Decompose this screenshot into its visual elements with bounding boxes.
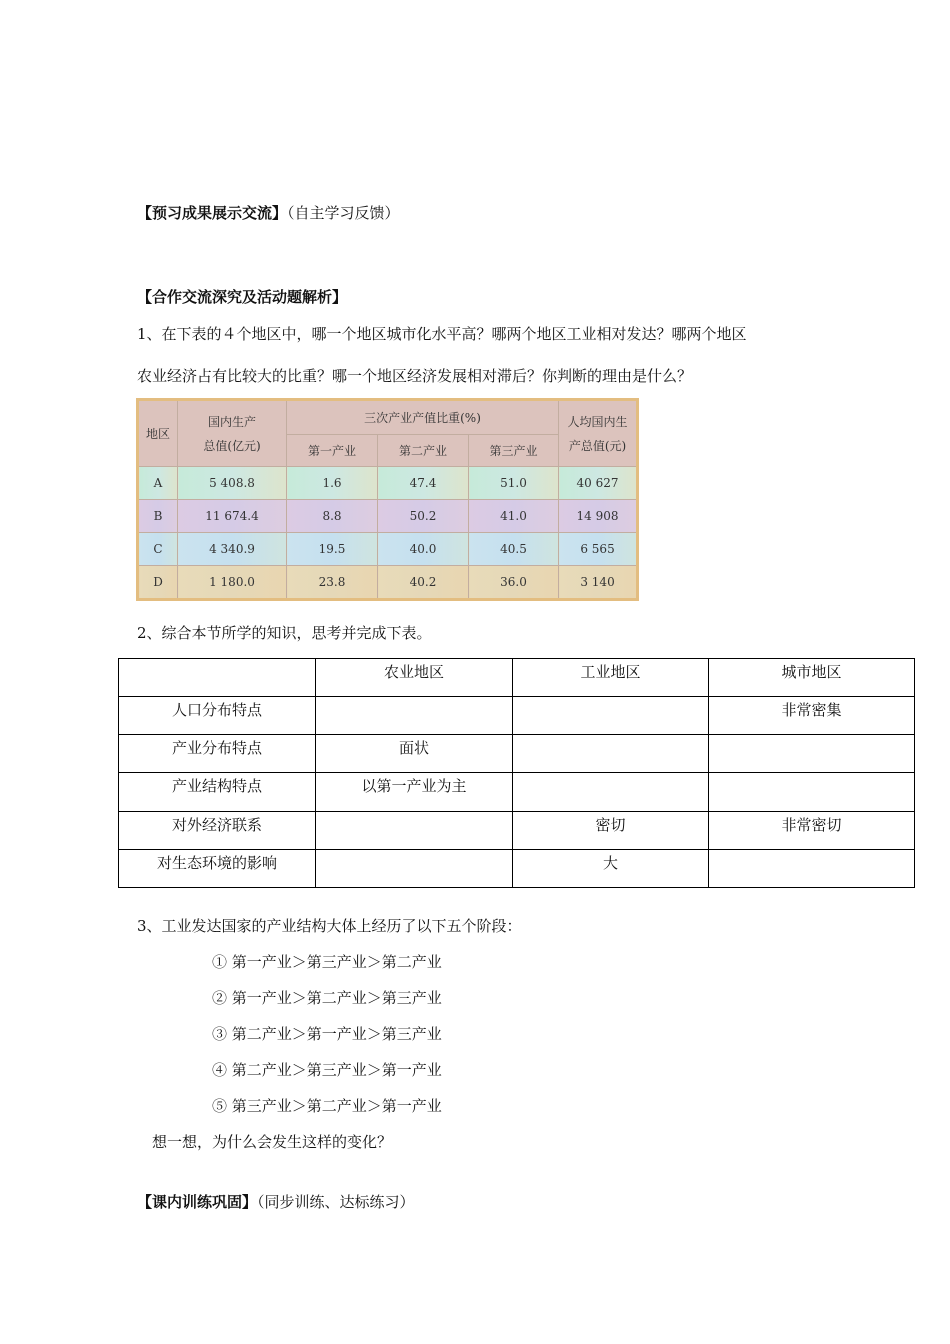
header-per-capita-line2: 产总值(元) <box>568 438 627 453</box>
header-industrial: 工业地区 <box>513 659 709 697</box>
cell-agricultural[interactable]: 以第一产业为主 <box>316 773 513 811</box>
header-agricultural: 农业地区 <box>316 659 513 697</box>
table-row <box>138 467 638 500</box>
section-training-title: 【课内训练巩固】 <box>137 1193 258 1211</box>
question1-line1: 1、在下表的４个地区中，哪一个地区城市化水平高？哪两个地区工业相对发达？哪两个地区 <box>137 325 747 343</box>
table-header-row <box>119 659 915 697</box>
stage-item: ③ 第二产业＞第一产业＞第三产业 <box>212 1025 442 1043</box>
header-region: 地区 <box>138 400 178 467</box>
table-row <box>119 849 915 887</box>
cell-primary: 23.8 <box>287 566 378 600</box>
stage-item: ① 第一产业＞第三产业＞第二产业 <box>212 953 442 971</box>
cell-gdp: 4 340.9 <box>178 533 287 566</box>
cell-urban[interactable]: 非常密切 <box>709 811 915 849</box>
cell-agricultural[interactable] <box>316 811 513 849</box>
header-empty <box>119 659 316 697</box>
cell-agricultural[interactable] <box>316 849 513 887</box>
cell-gdp: 1 180.0 <box>178 566 287 600</box>
row-label: 对生态环境的影响 <box>119 849 316 887</box>
stage-item: ⑤ 第三产业＞第二产业＞第一产业 <box>212 1097 442 1115</box>
header-per-capita <box>559 400 638 467</box>
cell-urban[interactable] <box>709 849 915 887</box>
cell-primary: 8.8 <box>287 500 378 533</box>
cell-region: D <box>138 566 178 600</box>
table-row <box>138 533 638 566</box>
cell-industrial[interactable]: 大 <box>513 849 709 887</box>
header-secondary: 第二产业 <box>378 435 469 467</box>
header-tertiary: 第三产业 <box>469 435 559 467</box>
cell-agricultural[interactable] <box>316 697 513 735</box>
table-row <box>119 697 915 735</box>
section-training-heading <box>137 1192 415 1212</box>
row-label: 产业分布特点 <box>119 735 316 773</box>
question2-text: 2、综合本节所学的知识，思考并完成下表。 <box>137 624 432 642</box>
cell-industrial[interactable] <box>513 773 709 811</box>
stage-item: ② 第一产业＞第二产业＞第三产业 <box>212 989 442 1007</box>
cell-tertiary: 41.0 <box>469 500 559 533</box>
table-row <box>138 566 638 600</box>
stage-item: ④ 第二产业＞第三产业＞第一产业 <box>212 1061 442 1079</box>
cell-primary: 1.6 <box>287 467 378 500</box>
cell-region: A <box>138 467 178 500</box>
row-label: 人口分布特点 <box>119 697 316 735</box>
section-training-note: （同步训练、达标练习） <box>257 1193 415 1211</box>
cell-urban[interactable]: 非常密集 <box>709 697 915 735</box>
question3-intro: 3、工业发达国家的产业结构大体上经历了以下五个阶段： <box>137 917 522 935</box>
section-preview-heading <box>137 203 400 223</box>
cell-secondary: 40.0 <box>378 533 469 566</box>
cell-urban[interactable] <box>709 773 915 811</box>
header-gdp-line2: 总值(亿元) <box>203 438 261 453</box>
header-urban: 城市地区 <box>709 659 915 697</box>
header-per-capita-line1: 人均国内生 <box>567 414 628 429</box>
cell-tertiary: 40.5 <box>469 533 559 566</box>
cell-gdp: 5 408.8 <box>178 467 287 500</box>
regional-statistics-table <box>136 398 639 601</box>
cell-industrial[interactable] <box>513 697 709 735</box>
region-comparison-worksheet <box>118 658 915 888</box>
cell-primary: 19.5 <box>287 533 378 566</box>
cell-per-capita: 14 908 <box>559 500 638 533</box>
cell-secondary: 47.4 <box>378 467 469 500</box>
cell-tertiary: 51.0 <box>469 467 559 500</box>
row-label: 产业结构特点 <box>119 773 316 811</box>
cell-tertiary: 36.0 <box>469 566 559 600</box>
table-row <box>119 773 915 811</box>
cell-gdp: 11 674.4 <box>178 500 287 533</box>
cell-urban[interactable] <box>709 735 915 773</box>
header-gdp-line1: 国内生产 <box>207 414 256 429</box>
question1-line2: 农业经济占有比较大的比重？哪一个地区经济发展相对滞后？你判断的理由是什么？ <box>137 367 693 385</box>
cell-per-capita: 3 140 <box>559 566 638 600</box>
section-preview-note: （自主学习反馈） <box>287 204 400 222</box>
cell-industrial[interactable] <box>513 735 709 773</box>
table-row <box>119 811 915 849</box>
section-preview-title: 【预习成果展示交流】 <box>137 204 288 222</box>
cell-region: C <box>138 533 178 566</box>
cell-agricultural[interactable]: 面状 <box>316 735 513 773</box>
cell-secondary: 50.2 <box>378 500 469 533</box>
header-gdp <box>178 400 287 467</box>
question3-think: 想一想，为什么会发生这样的变化？ <box>152 1133 393 1151</box>
header-primary: 第一产业 <box>287 435 378 467</box>
cell-region: B <box>138 500 178 533</box>
cell-per-capita: 6 565 <box>559 533 638 566</box>
table-row <box>119 735 915 773</box>
cell-industrial[interactable]: 密切 <box>513 811 709 849</box>
cell-secondary: 40.2 <box>378 566 469 600</box>
section-cooperation-title: 【合作交流深究及活动题解析】 <box>137 288 348 306</box>
row-label: 对外经济联系 <box>119 811 316 849</box>
cell-per-capita: 40 627 <box>559 467 638 500</box>
header-industry-share: 三次产业产值比重(%) <box>287 400 559 435</box>
table-row <box>138 500 638 533</box>
